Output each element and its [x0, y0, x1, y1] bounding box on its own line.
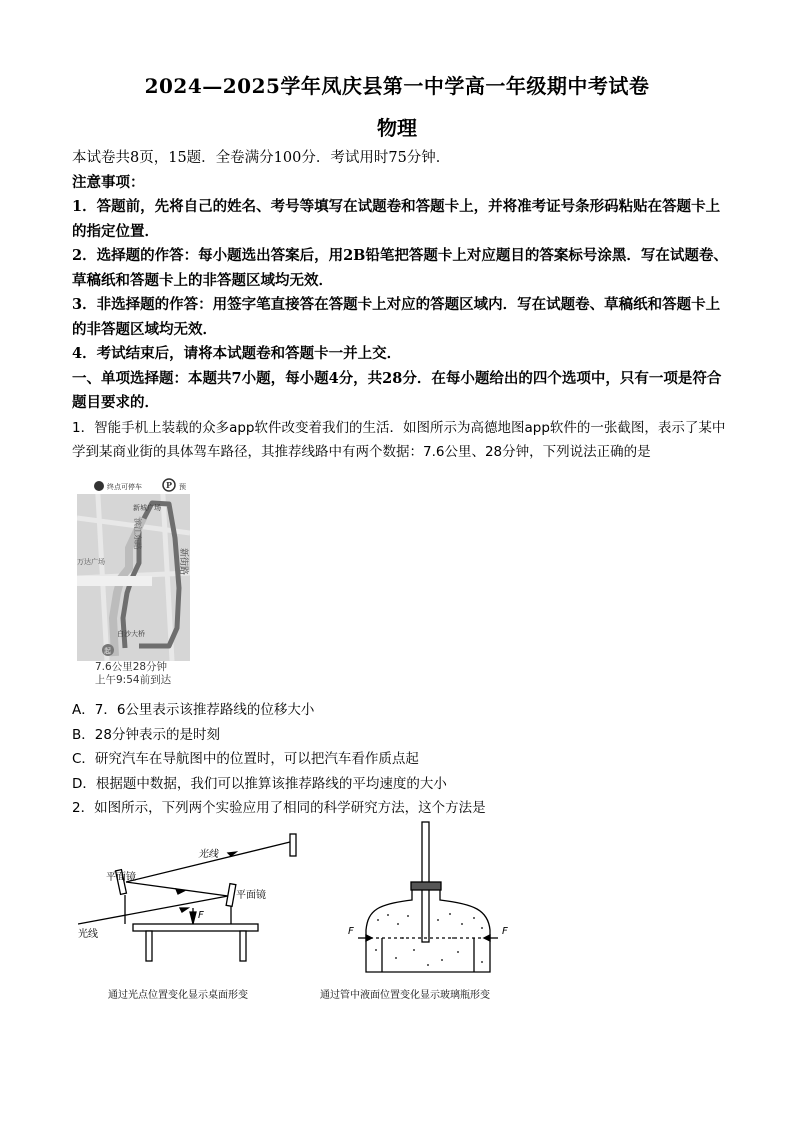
- notice-heading: 注意事项：: [72, 173, 145, 191]
- road2-label: 新街路: [178, 548, 188, 576]
- exam-intro: 本试卷共8页，15题．全卷满分100分．考试用时75分钟．: [72, 150, 451, 166]
- question-2-stem: 2．如图所示，下列两个实验应用了相同的科学研究方法，这个方法是: [72, 800, 486, 816]
- section-heading: 一、单项选择题：本题共7小题，每小题4分，共28分．在每小题给出的四个选项中，只有一项是符合题目要求的．: [72, 369, 722, 411]
- bottle-experiment: [358, 822, 498, 972]
- exam-title: 2024—2025学年凤庆县第一中学高一年级期中考试卷: [144, 74, 650, 98]
- plaza-label: 万达广场: [77, 558, 105, 566]
- mirror-left-label: 平面镜: [106, 872, 136, 883]
- experiment-figures: [78, 820, 538, 1010]
- road1-label: 滨江东路: [133, 518, 142, 550]
- option-a: A．7．6公里表示该推荐路线的位移大小: [72, 702, 315, 718]
- exam-body: [72, 146, 732, 464]
- mirror-right-label: 平面镜: [236, 890, 266, 901]
- option-b: B．28分钟表示的是时刻: [72, 726, 220, 743]
- notice-item: 3．非选择题的作答：用签字笔直接答在答题卡上对应的答题区域内．写在试题卷、草稿纸和答题卡上的非答题区域均无效．: [72, 296, 721, 338]
- light-bottom-label: 光线: [78, 929, 98, 940]
- notice-item: 2．选择题的作答：每小题选出答案后，用2B铅笔把答题卡上对应题目的答案标号涂黑．写在试题卷、草稿纸和答题卡上的非答题区域均无效．: [72, 247, 728, 289]
- bridge-label: 白沙大桥: [117, 630, 145, 638]
- map-banner-right: 预: [179, 483, 186, 491]
- left-figure-caption: 通过光点位置变化显示桌面形变: [108, 990, 248, 1001]
- map-caption: [95, 661, 171, 687]
- force-right-label: F: [502, 926, 508, 937]
- force-label: F: [198, 910, 204, 921]
- map-caption-distance: 7.6公里28分钟: [95, 661, 168, 673]
- dest-label: 新城广场: [133, 504, 161, 512]
- option-c: C．研究汽车在导航图中的位置时，可以把汽车看作质点起: [72, 751, 419, 767]
- question-1-options: [72, 698, 732, 821]
- notice-item: 1．答题前，先将自己的姓名、考号等填写在试题卷和答题卡上，并将准考证号条形码粘贴在答题卡上的指定位置．: [72, 198, 721, 240]
- map-caption-arrival: 上午9:54前到达: [95, 674, 172, 686]
- navigation-map-image: [77, 478, 190, 661]
- notice-item: 4．考试结束后，请将本试题卷和答题卡一并上交．: [72, 345, 402, 362]
- map-drawing: [77, 478, 190, 661]
- question-1-stem: 1．智能手机上装载的众多app软件改变着我们的生活．如图所示为高德地图app软件的一张截图，表示了某中学到某商业街的具体驾车路径，其推荐线路中有两个数据：7.6公里、28分钟，下列说法正确的是: [72, 419, 726, 460]
- light-top-label: 光线: [198, 849, 218, 860]
- force-left-label: F: [348, 926, 354, 937]
- option-d: D．根据题中数据，我们可以推算该推荐路线的平均速度的大小: [72, 775, 447, 792]
- start-marker: 起: [104, 647, 111, 655]
- subject-title: 物理: [377, 116, 417, 140]
- experiment-drawing: [78, 820, 538, 1010]
- parking-icon: P: [166, 480, 173, 490]
- map-banner: 终点可停车: [107, 483, 142, 491]
- right-figure-caption: 通过管中液面位置变化显示玻璃瓶形变: [320, 990, 490, 1001]
